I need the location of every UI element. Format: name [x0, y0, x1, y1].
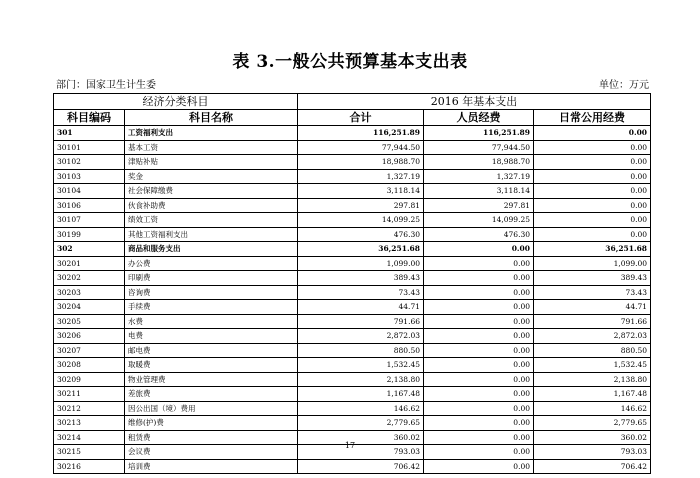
cell-name: 绩效工资 — [125, 213, 298, 228]
cell-name: 租赁费 — [125, 430, 298, 445]
cell-name: 差旅费 — [125, 387, 298, 402]
cell-personnel: 0.00 — [424, 343, 534, 358]
cell-public: 73.43 — [534, 285, 651, 300]
cell-code: 30212 — [54, 401, 125, 416]
cell-name: 伙食补助费 — [125, 198, 298, 213]
cell-personnel: 3,118.14 — [424, 184, 534, 199]
cell-public: 0.00 — [534, 213, 651, 228]
cell-total: 18,988.70 — [298, 155, 424, 170]
cell-code: 30207 — [54, 343, 125, 358]
cell-name: 电费 — [125, 329, 298, 344]
cell-total: 14,099.25 — [298, 213, 424, 228]
cell-name: 会议费 — [125, 445, 298, 460]
header-public: 日常公用经费 — [534, 110, 651, 126]
cell-code: 30205 — [54, 314, 125, 329]
table-row — [54, 155, 651, 170]
cell-name: 津贴补贴 — [125, 155, 298, 170]
cell-code: 30107 — [54, 213, 125, 228]
table-row — [54, 140, 651, 155]
header-row-columns — [54, 110, 651, 126]
table-row — [54, 401, 651, 416]
cell-personnel: 0.00 — [424, 242, 534, 257]
cell-personnel: 0.00 — [424, 300, 534, 315]
cell-personnel: 0.00 — [424, 358, 534, 373]
cell-total: 2,779.65 — [298, 416, 424, 431]
table-row — [54, 213, 651, 228]
cell-public: 0.00 — [534, 140, 651, 155]
header-econ-class: 经济分类科目 — [54, 94, 298, 110]
cell-personnel: 0.00 — [424, 416, 534, 431]
cell-total: 36,251.68 — [298, 242, 424, 257]
table-row — [54, 416, 651, 431]
cell-code: 302 — [54, 242, 125, 257]
cell-name: 因公出国（境）费用 — [125, 401, 298, 416]
cell-total: 297.81 — [298, 198, 424, 213]
cell-total: 1,167.48 — [298, 387, 424, 402]
cell-code: 30103 — [54, 169, 125, 184]
cell-total: 1,327.19 — [298, 169, 424, 184]
header-name: 科目名称 — [125, 110, 298, 126]
table-row — [54, 184, 651, 199]
table-row — [54, 387, 651, 402]
cell-public: 0.00 — [534, 169, 651, 184]
cell-public: 793.03 — [534, 445, 651, 460]
cell-public: 0.00 — [534, 155, 651, 170]
cell-name: 奖金 — [125, 169, 298, 184]
cell-public: 1,532.45 — [534, 358, 651, 373]
cell-public: 36,251.68 — [534, 242, 651, 257]
cell-total: 2,872.03 — [298, 329, 424, 344]
header-year-total: 2016 年基本支出 — [298, 94, 651, 110]
cell-personnel: 0.00 — [424, 372, 534, 387]
cell-public: 1,167.48 — [534, 387, 651, 402]
cell-public: 880.50 — [534, 343, 651, 358]
cell-code: 30202 — [54, 271, 125, 286]
cell-name: 基本工资 — [125, 140, 298, 155]
cell-total: 476.30 — [298, 227, 424, 242]
cell-total: 880.50 — [298, 343, 424, 358]
budget-table — [53, 93, 651, 474]
cell-personnel: 297.81 — [424, 198, 534, 213]
cell-public: 0.00 — [534, 126, 651, 141]
cell-public: 44.71 — [534, 300, 651, 315]
cell-personnel: 0.00 — [424, 285, 534, 300]
cell-name: 办公费 — [125, 256, 298, 271]
cell-code: 30106 — [54, 198, 125, 213]
cell-code: 30211 — [54, 387, 125, 402]
cell-personnel: 0.00 — [424, 459, 534, 474]
cell-public: 360.02 — [534, 430, 651, 445]
cell-code: 30201 — [54, 256, 125, 271]
table-row — [54, 459, 651, 474]
cell-total: 44.71 — [298, 300, 424, 315]
cell-personnel: 0.00 — [424, 271, 534, 286]
cell-name: 取暖费 — [125, 358, 298, 373]
cell-personnel: 1,327.19 — [424, 169, 534, 184]
cell-code: 30204 — [54, 300, 125, 315]
table-row — [54, 372, 651, 387]
page-number: 17 — [344, 441, 356, 450]
cell-code: 30208 — [54, 358, 125, 373]
cell-public: 2,872.03 — [534, 329, 651, 344]
header-code: 科目编码 — [54, 110, 125, 126]
cell-code: 30216 — [54, 459, 125, 474]
table-row — [54, 314, 651, 329]
cell-total: 389.43 — [298, 271, 424, 286]
cell-name: 社会保障缴费 — [125, 184, 298, 199]
cell-name: 维修(护)费 — [125, 416, 298, 431]
table-row — [54, 300, 651, 315]
table-row — [54, 271, 651, 286]
cell-personnel: 0.00 — [424, 445, 534, 460]
cell-name: 其他工资福利支出 — [125, 227, 298, 242]
cell-total: 360.02 — [298, 430, 424, 445]
table-header — [54, 94, 651, 126]
cell-code: 30206 — [54, 329, 125, 344]
cell-name: 印刷费 — [125, 271, 298, 286]
table-row — [54, 329, 651, 344]
header-total: 合计 — [298, 110, 424, 126]
cell-total: 791.66 — [298, 314, 424, 329]
cell-public: 2,779.65 — [534, 416, 651, 431]
table-row — [54, 169, 651, 184]
table-row — [54, 343, 651, 358]
cell-total: 706.42 — [298, 459, 424, 474]
cell-personnel: 476.30 — [424, 227, 534, 242]
cell-total: 73.43 — [298, 285, 424, 300]
cell-code: 30104 — [54, 184, 125, 199]
cell-name: 工资福利支出 — [125, 126, 298, 141]
cell-code: 30214 — [54, 430, 125, 445]
cell-code: 30215 — [54, 445, 125, 460]
cell-name: 培训费 — [125, 459, 298, 474]
cell-name: 手续费 — [125, 300, 298, 315]
table-group-row — [54, 242, 651, 257]
cell-public: 146.62 — [534, 401, 651, 416]
unit-label: 单位：万元 — [599, 80, 649, 91]
table-body — [54, 126, 651, 474]
cell-total: 2,138.80 — [298, 372, 424, 387]
cell-total: 146.62 — [298, 401, 424, 416]
header-personnel: 人员经费 — [424, 110, 534, 126]
cell-name: 物业管理费 — [125, 372, 298, 387]
header-row-top — [54, 94, 651, 110]
cell-public: 1,099.00 — [534, 256, 651, 271]
cell-code: 301 — [54, 126, 125, 141]
cell-personnel: 0.00 — [424, 401, 534, 416]
table-row — [54, 358, 651, 373]
table-row — [54, 227, 651, 242]
cell-personnel: 0.00 — [424, 387, 534, 402]
cell-total: 1,099.00 — [298, 256, 424, 271]
table-group-row — [54, 126, 651, 141]
cell-total: 77,944.50 — [298, 140, 424, 155]
cell-personnel: 77,944.50 — [424, 140, 534, 155]
table-row — [54, 198, 651, 213]
cell-name: 邮电费 — [125, 343, 298, 358]
cell-code: 30101 — [54, 140, 125, 155]
cell-total: 1,532.45 — [298, 358, 424, 373]
cell-name: 咨询费 — [125, 285, 298, 300]
cell-personnel: 18,988.70 — [424, 155, 534, 170]
cell-code: 30213 — [54, 416, 125, 431]
cell-public: 0.00 — [534, 184, 651, 199]
cell-name: 商品和服务支出 — [125, 242, 298, 257]
cell-public: 0.00 — [534, 227, 651, 242]
cell-code: 30209 — [54, 372, 125, 387]
cell-personnel: 0.00 — [424, 256, 534, 271]
department-label: 部门：国家卫生计生委 — [56, 80, 156, 91]
cell-public: 2,138.80 — [534, 372, 651, 387]
cell-personnel: 116,251.89 — [424, 126, 534, 141]
cell-name: 水费 — [125, 314, 298, 329]
cell-public: 389.43 — [534, 271, 651, 286]
cell-code: 30203 — [54, 285, 125, 300]
cell-personnel: 14,099.25 — [424, 213, 534, 228]
cell-code: 30199 — [54, 227, 125, 242]
cell-public: 791.66 — [534, 314, 651, 329]
cell-personnel: 0.00 — [424, 314, 534, 329]
cell-personnel: 0.00 — [424, 329, 534, 344]
table-row — [54, 285, 651, 300]
cell-total: 116,251.89 — [298, 126, 424, 141]
cell-total: 793.03 — [298, 445, 424, 460]
table-row — [54, 256, 651, 271]
cell-total: 3,118.14 — [298, 184, 424, 199]
cell-code: 30102 — [54, 155, 125, 170]
cell-public: 0.00 — [534, 198, 651, 213]
cell-public: 706.42 — [534, 459, 651, 474]
cell-personnel: 0.00 — [424, 430, 534, 445]
page-title: 表 3.一般公共预算基本支出表 — [232, 52, 468, 72]
